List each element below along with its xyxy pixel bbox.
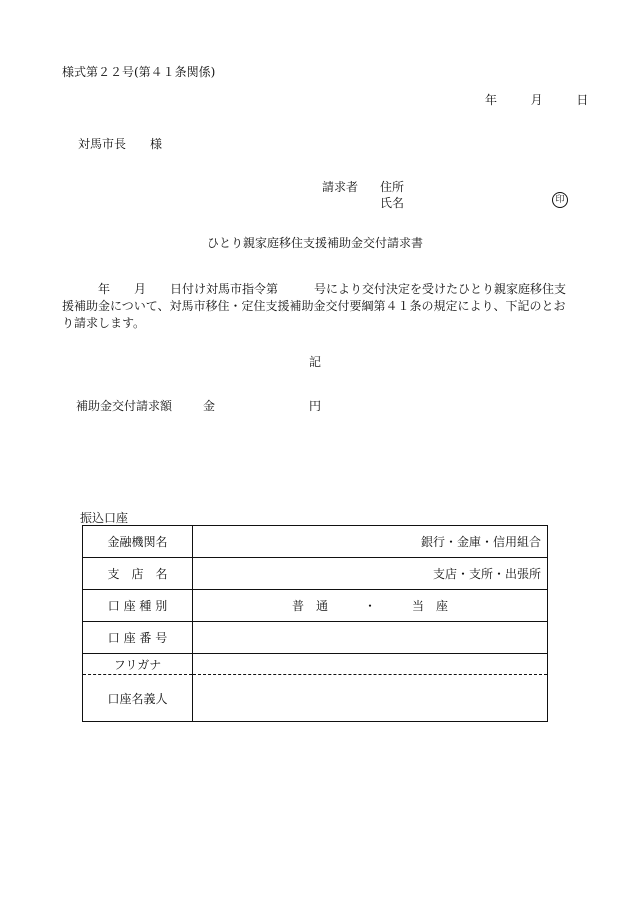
table-row	[83, 654, 548, 675]
table-row	[83, 622, 548, 654]
seal-mark: 印	[552, 192, 568, 208]
account-number-label: 口 座 番 号	[83, 622, 193, 654]
requester-name-label: 氏名	[380, 196, 405, 210]
table-row	[83, 590, 548, 622]
branch-name-label: 支 店 名	[83, 558, 193, 590]
bank-name-label: 金融機関名	[83, 526, 193, 558]
amount-kin: 金	[203, 399, 216, 413]
bank-name-field[interactable]: 銀行・金庫・信用組合	[193, 526, 548, 558]
document-title: ひとり親家庭移住支援補助金交付請求書	[206, 236, 423, 250]
table-row	[83, 675, 548, 722]
account-title: 振込口座	[80, 511, 129, 525]
account-holder-label: 口座名義人	[83, 675, 193, 722]
branch-name-field[interactable]: 支店・支所・出張所	[193, 558, 548, 590]
table-row	[83, 558, 548, 590]
amount-yen: 円	[309, 399, 322, 413]
furigana-label: フリガナ	[83, 654, 193, 675]
account-number-field[interactable]	[193, 622, 548, 654]
date-day: 日	[576, 93, 589, 107]
addressee: 対馬市長 様	[78, 137, 163, 151]
date-line	[485, 94, 588, 106]
furigana-field[interactable]	[193, 654, 548, 675]
requester-label: 請求者	[322, 180, 359, 194]
body-text: 年 月 日付け対馬市指令第 号により交付決定を受けたひとり親家庭移住支援補助金について、対馬市移住・定住支援補助金交付要綱第４１条の規定により、下記のとおり請求します。	[62, 282, 567, 330]
date-month: 月	[530, 93, 543, 107]
form-number: 様式第２２号(第４１条関係)	[62, 65, 216, 79]
account-type-field[interactable]: 普 通 ・ 当 座	[193, 590, 548, 622]
ki-mark: 記	[308, 355, 321, 369]
date-year: 年	[485, 93, 498, 107]
table-row	[83, 526, 548, 558]
requester-address-label: 住所	[380, 180, 405, 194]
account-table	[82, 525, 548, 722]
amount-label: 補助金交付請求額	[76, 399, 173, 413]
account-holder-field[interactable]	[193, 675, 548, 722]
account-type-label: 口 座 種 別	[83, 590, 193, 622]
